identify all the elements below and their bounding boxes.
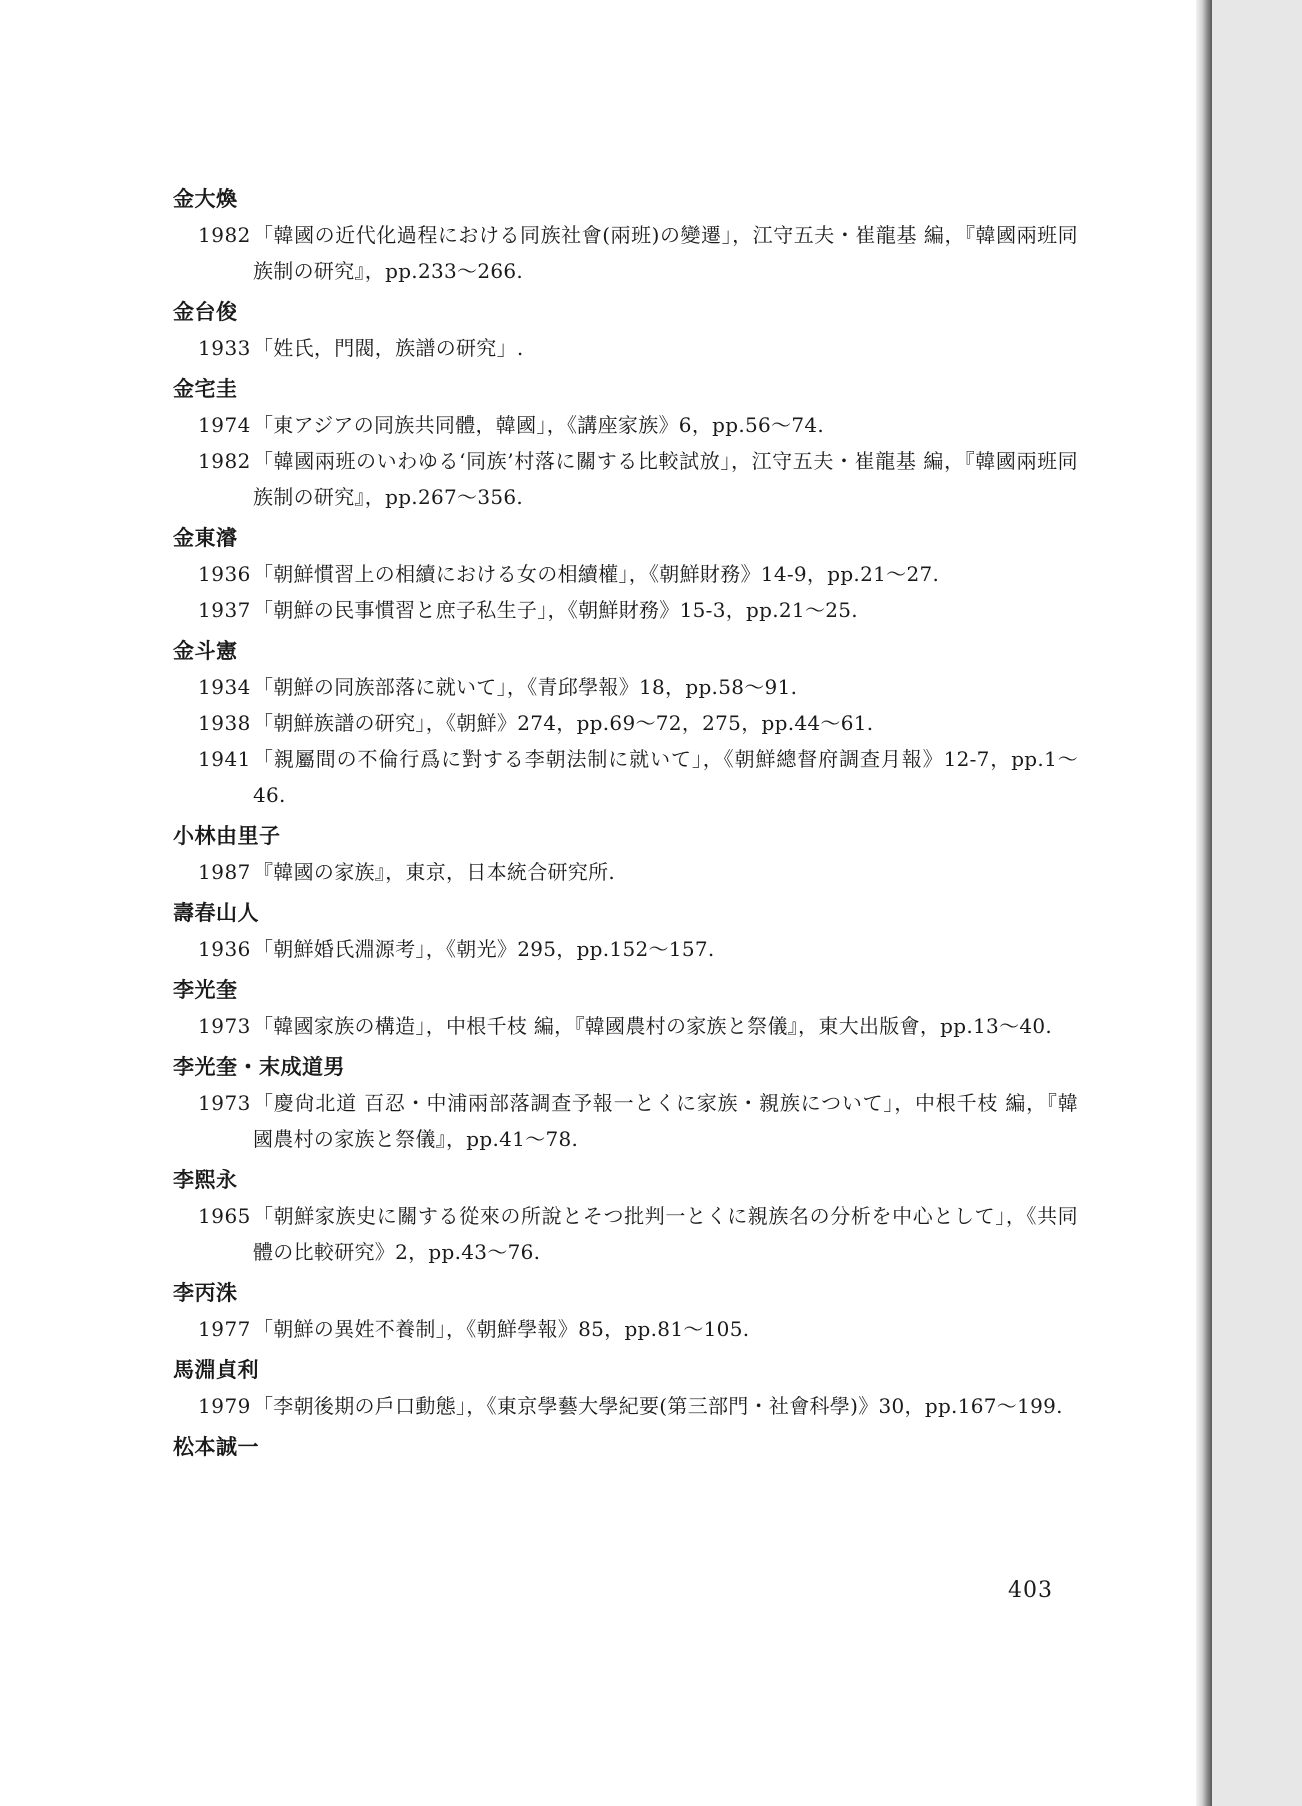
entry-citation: 「朝鮮の異姓不養制」，《朝鮮學報》85，pp.81～105. [253,1317,750,1341]
entry-year: 1973 [198,1014,251,1038]
entry-citation: 「韓國家族の構造」，中根千枝 編，『韓國農村の家族と祭儀』，東大出版會，pp.13～40. [253,1014,1053,1038]
entry-year: 1973 [198,1091,251,1115]
entry-year: 1934 [198,675,251,699]
bibliography-entry [173,1198,1078,1270]
author-name: 金宅圭 [173,377,238,401]
bibliography-entry [173,931,1078,967]
author-name: 金大煥 [173,187,238,211]
bibliography-entry [173,443,1078,515]
entry-citation: 「朝鮮婚氏淵源考」，《朝光》295，pp.152～157. [253,937,715,961]
entry-citation: 「親屬間の不倫行爲に對する李朝法制に就いて」，《朝鮮總督府調查月報》12-7，pp.1～46. [253,747,1078,807]
author-name: 松本誠一 [173,1435,259,1459]
entry-year: 1965 [198,1204,251,1228]
bibliography-entry [173,556,1078,592]
entry-citation: 「朝鮮家族史に關する從來の所說とそつ批判一とくに親族名の分析を中心として」，《共同體の比較研究》2，pp.43～76. [253,1204,1078,1264]
entry-year: 1979 [198,1394,251,1418]
author-name: 馬淵貞利 [173,1358,259,1382]
entry-year: 1937 [198,598,251,622]
entry-year: 1938 [198,711,251,735]
page-edge [1196,0,1212,1806]
bibliography-entry [173,1008,1078,1044]
entry-citation: 「朝鮮の同族部落に就いて」，《青邱學報》18，pp.58～91. [253,675,798,699]
author-name: 李光奎・末成道男 [173,1055,345,1079]
entry-year: 1936 [198,937,251,961]
bibliography-entry [173,1085,1078,1157]
entry-year: 1987 [198,860,251,884]
entry-year: 1982 [198,449,251,473]
author-name: 壽春山人 [173,901,259,925]
bibliography-entry [173,330,1078,366]
bibliography-entry [173,669,1078,705]
author-name: 金斗憲 [173,639,238,663]
entry-citation: 「姓氏，門閥，族譜の研究」. [253,336,524,360]
bibliography-entry [173,1311,1078,1347]
viewer-background [1212,0,1302,1806]
bibliography-entry [173,854,1078,890]
entry-year: 1933 [198,336,251,360]
entry-year: 1982 [198,223,251,247]
entry-citation: 「韓國兩班のいわゆる‘同族’村落に關する比較試放」，江守五夫・崔龍基 編，『韓國兩班同族制の研究』，pp.267～356. [253,449,1078,509]
bibliography-entry [173,1388,1078,1424]
entry-citation: 「李朝後期の戶口動態」，《東京學藝大學紀要(第三部門・社會科學)》30，pp.167～199. [253,1394,1063,1418]
entry-citation: 『韓國の家族』，東京，日本統合研究所. [253,860,616,884]
entry-citation: 「朝鮮慣習上の相續における女の相續權」，《朝鮮財務》14-9，pp.21～27. [253,562,940,586]
entry-citation: 「東アジアの同族共同體，韓國」，《講座家族》6，pp.56～74. [253,413,825,437]
bibliography-entry [173,407,1078,443]
bibliography-entry [173,705,1078,741]
author-name: 李熙永 [173,1168,238,1192]
entry-year: 1936 [198,562,251,586]
entry-citation: 「朝鮮の民事慣習と庶子私生子」，《朝鮮財務》15-3，pp.21～25. [253,598,858,622]
page-number: 403 [1008,1578,1053,1603]
bibliography-entry [173,741,1078,813]
entry-citation: 「朝鮮族譜の研究」，《朝鮮》274，pp.69～72，275，pp.44～61. [253,711,874,735]
entry-year: 1941 [198,747,251,771]
author-name: 李光奎 [173,978,238,1002]
entry-year: 1974 [198,413,251,437]
author-name: 李丙洙 [173,1281,238,1305]
entry-citation: 「慶尙北道 百忍・中浦兩部落調查予報一とくに家族・親族について」，中根千枝 編，『韓國農村の家族と祭儀』，pp.41～78. [253,1091,1078,1151]
author-name: 金東濬 [173,526,238,550]
author-name: 金台俊 [173,300,238,324]
entry-citation: 「韓國の近代化過程における同族社會(兩班)の變遷」，江守五夫・崔龍基 編，『韓國兩班同族制の研究』，pp.233～266. [253,223,1078,283]
bibliography-list [173,186,1078,1465]
bibliography-entry [173,592,1078,628]
author-name: 小林由里子 [173,824,281,848]
bibliography-entry [173,217,1078,289]
entry-year: 1977 [198,1317,251,1341]
